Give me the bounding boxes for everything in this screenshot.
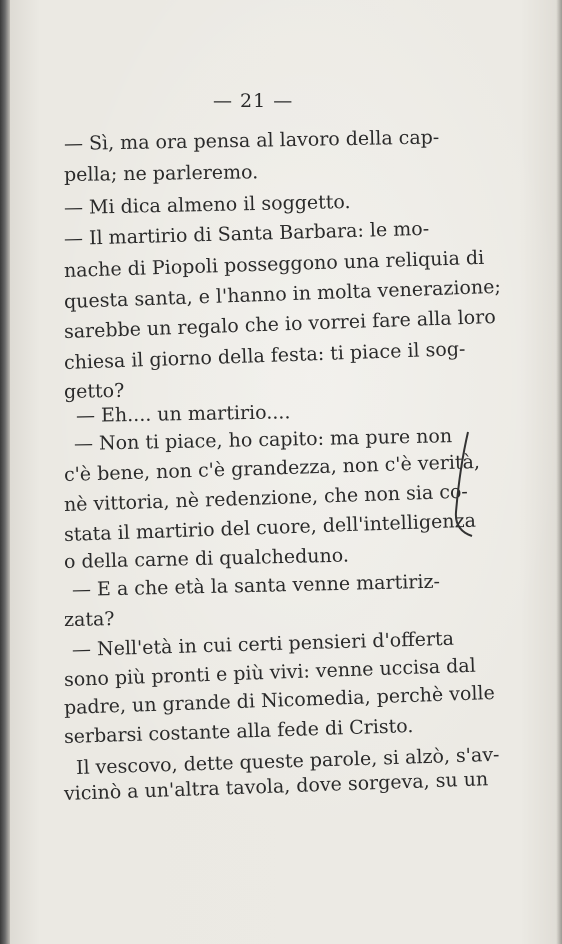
text-line: stata il martirio del cuore, dell'intelligenza <box>63 509 477 546</box>
page-outer-edge <box>556 0 562 944</box>
text-line: — Mi dica almeno il soggetto. <box>63 191 351 219</box>
text-line: — Nell'età in cui certi pensieri d'offerta <box>71 627 455 661</box>
text-line: questa santa, e l'hanno in molta venerazione; <box>63 275 502 313</box>
text-line: — Non ti piace, ho capito: ma pure non <box>73 425 453 455</box>
text-line: Il vescovo, dette queste parole, si alzò, s'av- <box>75 743 500 779</box>
page-number: — 21 — <box>213 90 294 112</box>
text-line: padre, un grande di Nicomedia, perchè volle <box>63 681 496 719</box>
text-line: getto? <box>63 379 125 403</box>
text-line: — Eh.... un martirio.... <box>75 401 291 427</box>
text-line: serbarsi costante alla fede di Cristo. <box>63 715 414 748</box>
text-line: o della carne di qualcheduno. <box>63 544 350 573</box>
text-line: c'è bene, non c'è grandezza, non c'è verità, <box>63 450 481 486</box>
text-line: sarebbe un regalo che io vorrei fare alla loro <box>63 305 497 343</box>
text-line: sono più pronti e più vivi: venne uccisa dal <box>63 654 477 691</box>
text-line: nè vittoria, nè redenzione, che non sia co- <box>63 480 469 516</box>
text-line: — Sì, ma ora pensa al lavoro della cap- <box>63 126 440 155</box>
text-line: nache di Piopoli posseggono una reliquia di <box>63 246 485 282</box>
text-line: chiesa il giorno della festa: ti piace il sog- <box>63 337 466 374</box>
text-line: pella; ne parleremo. <box>63 161 259 186</box>
page-binding-edge <box>0 0 10 944</box>
pencil-bracket-mark <box>448 428 478 538</box>
text-line: — Il martirio di Santa Barbara: le mo- <box>63 217 430 250</box>
text-line: — E a che età la santa venne martiriz- <box>71 570 441 601</box>
text-line: zata? <box>63 608 115 631</box>
text-line: vicinò a un'altra tavola, dove sorgeva, su un <box>63 768 489 805</box>
